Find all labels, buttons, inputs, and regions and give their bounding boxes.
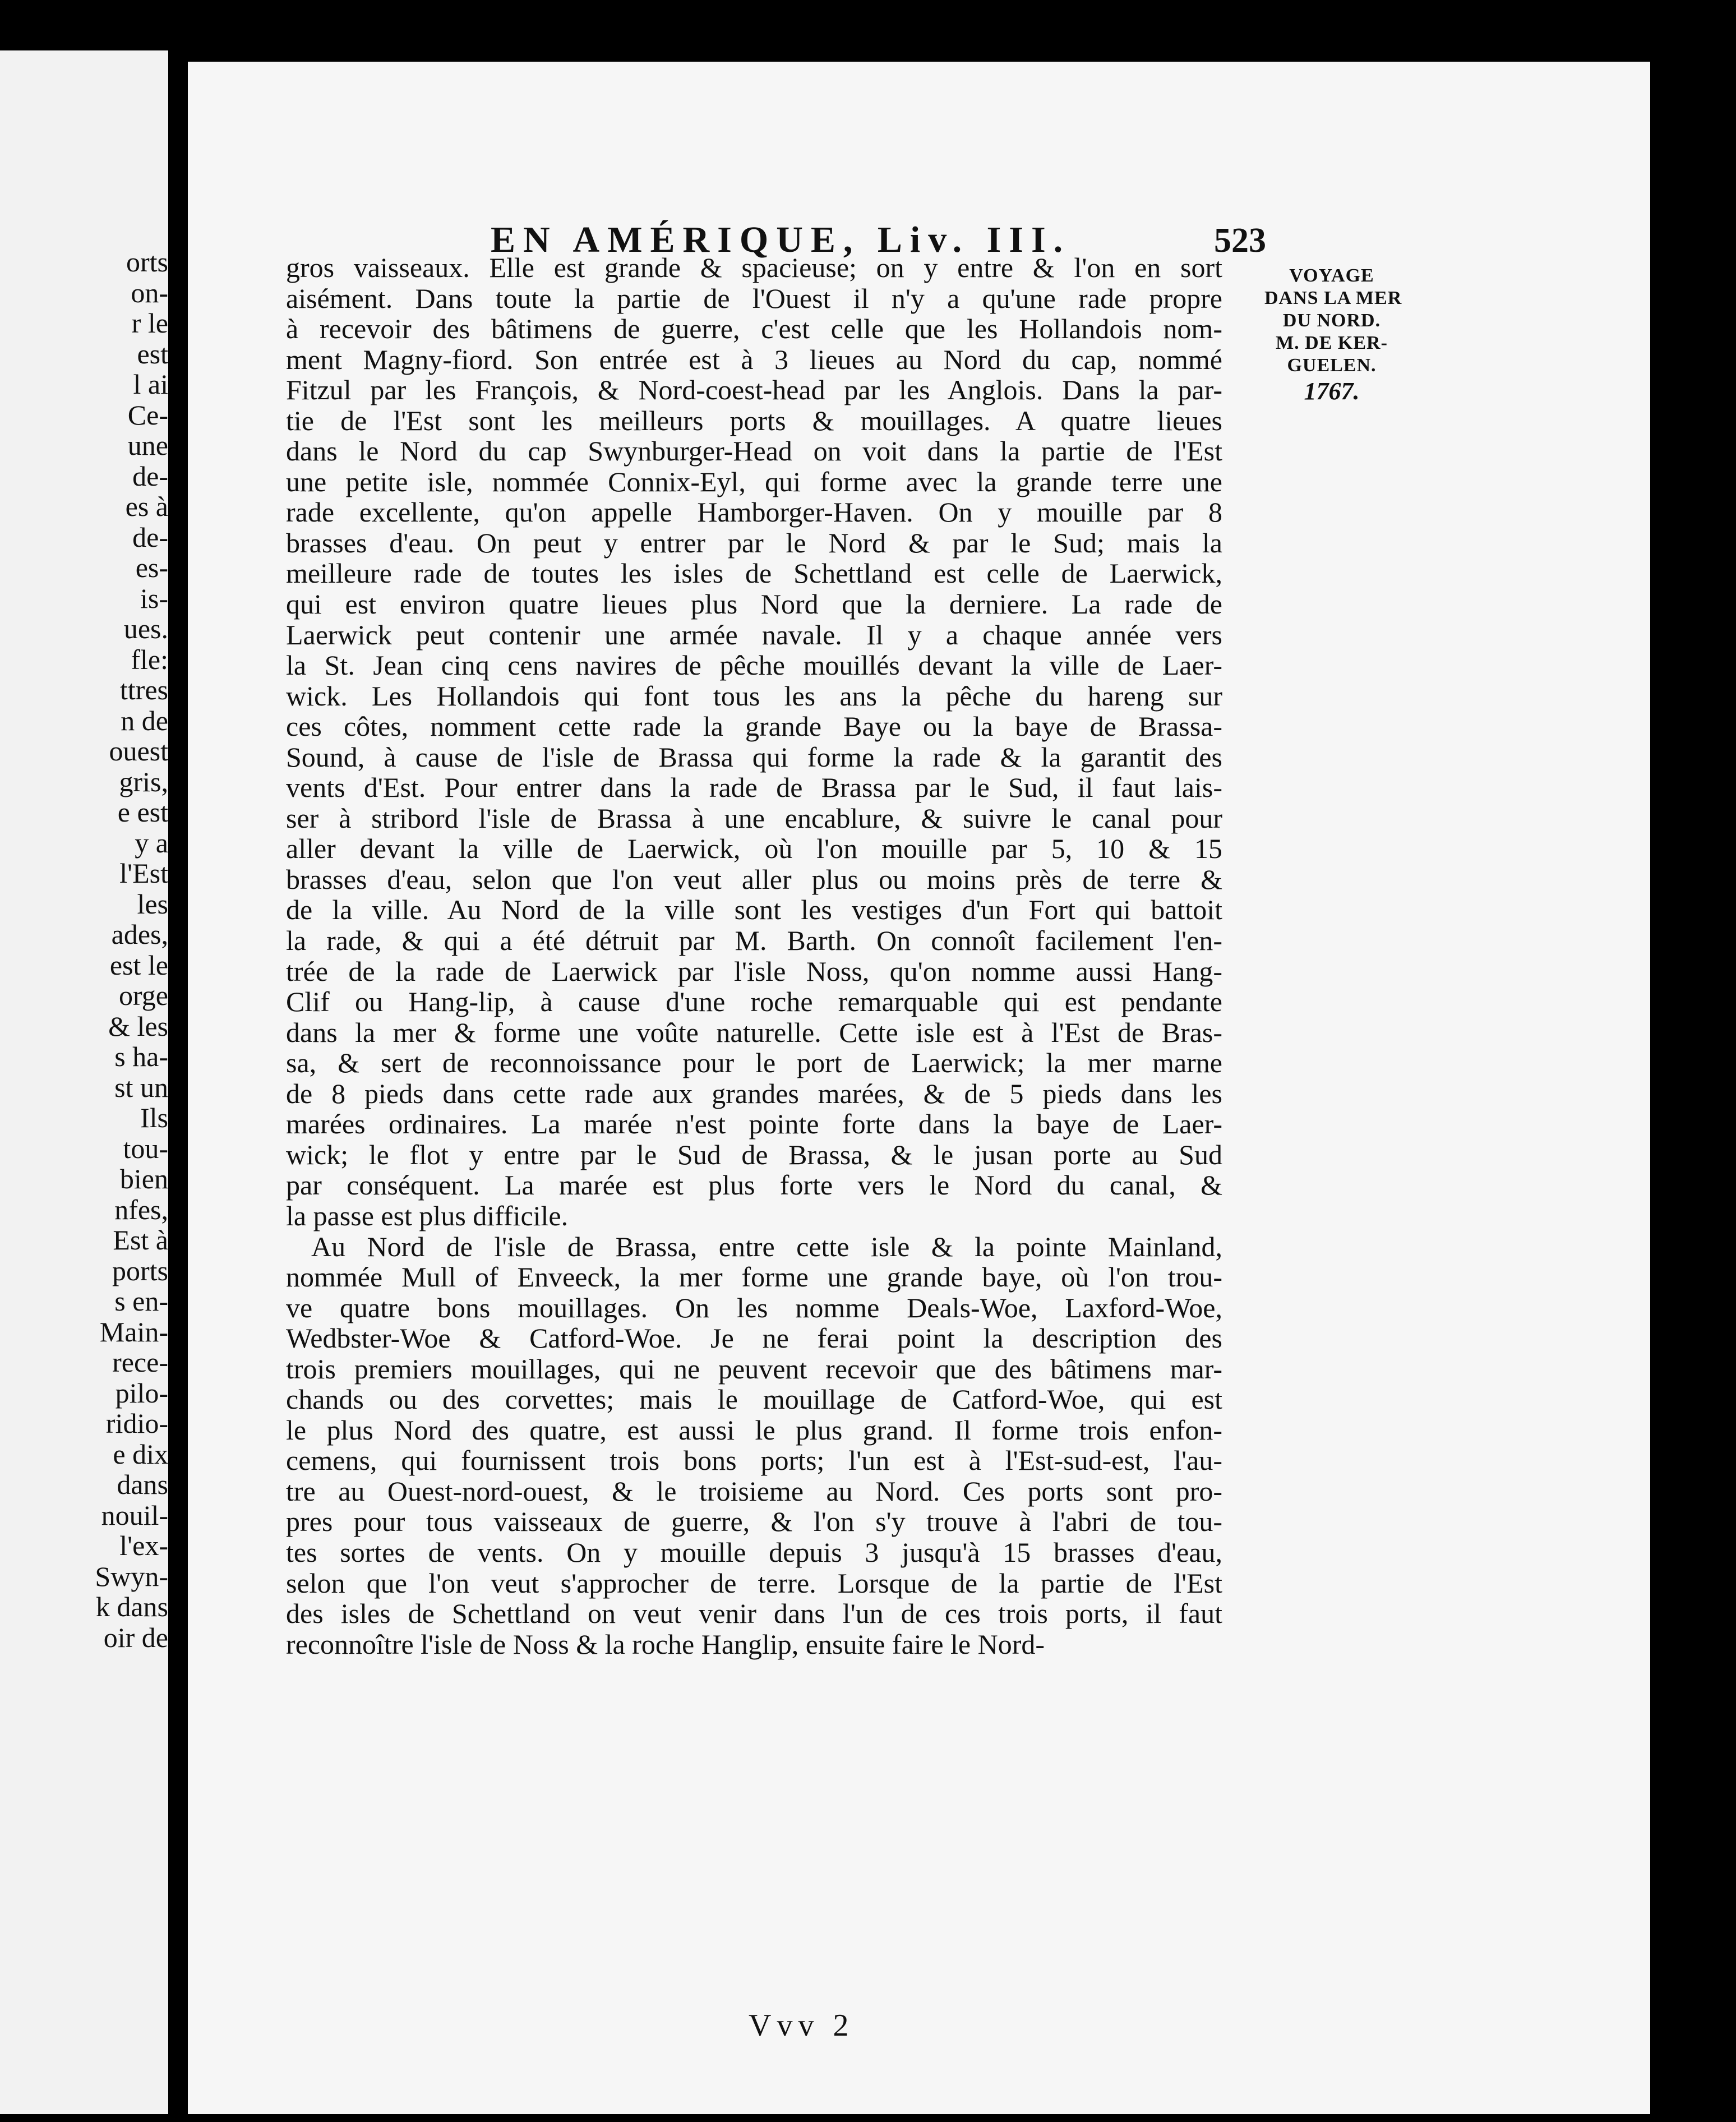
text-line: Laerwick peut contenir une armée navale. Il y a chaque année vers (286, 619, 1222, 651)
text-line: de la ville. Au Nord de la ville sont les vestiges d'un Fort qui battoit (286, 894, 1222, 926)
text-line: la St. Jean cinq cens navires de pêche mouillés devant la ville de Laer- (286, 649, 1222, 681)
text-line: Clif ou Hang-lip, à cause d'une roche remarquable qui est pendante (286, 986, 1222, 1018)
previous-page-line: est le (109, 949, 168, 981)
previous-page-line: gris, (119, 765, 168, 797)
text-line: marées ordinaires. La marée n'est pointe forte dans la baye de Laer- (286, 1108, 1222, 1140)
previous-page-line: ports (112, 1254, 168, 1286)
previous-page-line: les (137, 888, 168, 920)
text-line: tre au Ouest-nord-ouest, & le troisieme au Nord. Ces ports sont pro- (286, 1475, 1222, 1507)
previous-page-line: nouil- (101, 1499, 168, 1531)
text-line: aisément. Dans toute la partie de l'Ouest il n'y a qu'une rade propre (286, 282, 1222, 314)
text-line: sa, & sert de reconnoissance pour le port de Laerwick; la mer marne (286, 1047, 1222, 1079)
previous-page-line: e est (117, 796, 168, 828)
text-line: Wedbster-Woe & Catford-Woe. Je ne ferai point la description des (286, 1322, 1222, 1354)
previous-page-line: Swyn- (95, 1560, 168, 1592)
margin-note-line: M. DE KER- (1276, 333, 1388, 353)
previous-page-line: dans (117, 1469, 168, 1500)
text-line: tie de l'Est sont les meilleurs ports & mouillages. A quatre lieues (286, 404, 1222, 436)
margin-note-line: VOYAGE (1289, 265, 1374, 286)
previous-page-line: st un (114, 1071, 168, 1103)
book-page (188, 62, 1657, 2114)
previous-page-line: bien (119, 1163, 168, 1194)
previous-page-line: s ha- (114, 1041, 168, 1072)
previous-page-line: l'Est (119, 857, 168, 889)
previous-page-line: n de (121, 704, 168, 736)
previous-page-line: orts (126, 246, 168, 278)
text-line: tes sortes de vents. On y mouille depuis 3 jusqu'à 15 brasses d'eau, (286, 1536, 1222, 1568)
text-line: la rade, & qui a été détruit par M. Barth. On connoît facilement l'en- (286, 925, 1222, 957)
text-line: des isles de Schettland on veut venir dans l'un de ces trois ports, il faut (286, 1598, 1222, 1630)
previous-page-line: est (137, 338, 168, 370)
text-line: trois premiers mouillages, qui ne peuvent recevoir que des bâtimens mar- (286, 1353, 1222, 1385)
text-line: brasses d'eau. On peut y entrer par le Nord & par le Sud; mais la (286, 527, 1222, 559)
previous-page-line: Ils (140, 1102, 168, 1133)
text-line: Fitzul par les François, & Nord-coest-head par les Anglois. Dans la par- (286, 374, 1222, 406)
previous-page-line: une (127, 430, 168, 461)
previous-page-line: l ai (133, 368, 168, 400)
previous-page-line: orge (119, 980, 168, 1011)
page-edge-shadow (1650, 62, 1657, 2114)
text-line: rade excellente, qu'on appelle Hamborger-Haven. On y mouille par 8 (286, 496, 1222, 528)
previous-page-line: es à (125, 491, 168, 522)
book-gutter (168, 0, 185, 2122)
previous-page-line: ouest (109, 735, 168, 767)
margin-note-line: GUELEN. (1287, 355, 1377, 376)
text-line: chands ou des corvettes; mais le mouillage de Catford-Woe, qui est (286, 1383, 1222, 1415)
previous-page-line: Ce- (127, 399, 168, 431)
previous-page-line: de- (132, 460, 168, 492)
previous-page-line: l'ex- (119, 1530, 168, 1561)
text-line: Sound, à cause de l'isle de Brassa qui forme la rade & la garantit des (286, 741, 1222, 773)
text-line: gros vaisseaux. Elle est grande & spacieuse; on y entre & l'on en sort (286, 252, 1222, 283)
text-line: de 8 pieds dans cette rade aux grandes marées, & de 5 pieds dans les (286, 1077, 1222, 1109)
text-line: pres pour tous vaisseaux de guerre, & l'on s'y trouve à l'abri de tou- (286, 1506, 1222, 1538)
text-line: dans la mer & forme une voûte naturelle. Cette isle est à l'Est de Bras- (286, 1016, 1222, 1048)
margin-note-line: DANS LA MER (1264, 288, 1402, 308)
previous-page-line: ades, (111, 919, 168, 950)
previous-page-line: & les (108, 1010, 168, 1042)
margin-note (1264, 265, 1402, 406)
page-number: 523 (1214, 222, 1266, 260)
margin-note-line: DU NORD. (1282, 310, 1381, 331)
previous-page-line: is- (140, 582, 168, 614)
text-line: brasses d'eau, selon que l'on veut aller plus ou moins près de terre & (286, 863, 1222, 895)
previous-page-line: e dix (113, 1438, 168, 1470)
previous-page-line: es- (135, 552, 168, 583)
previous-page-line: fle: (131, 643, 168, 675)
text-line: une petite isle, nommée Connix-Eyl, qui forme avec la grande terre une (286, 465, 1222, 497)
previous-page-line: nfes, (114, 1193, 168, 1225)
text-line: vents d'Est. Pour entrer dans la rade de Brassa par le Sud, il faut lais- (286, 772, 1222, 804)
text-line: dans le Nord du cap Swynburger-Head on voit dans la partie de l'Est (286, 435, 1222, 467)
text-line: la passe est plus difficile. (286, 1200, 569, 1231)
text-line: ve quatre bons mouillages. On les nomme Deals-Woe, Laxford-Woe, (286, 1291, 1222, 1323)
text-line: qui est environ quatre lieues plus Nord que la derniere. La rade de (286, 588, 1222, 620)
previous-page-line: ues. (123, 613, 168, 644)
text-line: reconnoître l'isle de Noss & la roche Hanglip, ensuite faire le Nord- (286, 1628, 1045, 1660)
previous-page-line: k dans (95, 1591, 168, 1622)
signature-mark: Vvv 2 (749, 2008, 855, 2043)
margin-note-year: 1767. (1304, 377, 1360, 405)
text-line: Au Nord de l'isle de Brassa, entre cette isle & la pointe Mainland, (311, 1230, 1222, 1262)
previous-page-line: y a (135, 827, 168, 859)
text-line: ment Magny-fiord. Son entrée est à 3 lieues au Nord du cap, nommé (286, 343, 1222, 375)
previous-page-line: oir de (103, 1621, 168, 1653)
previous-page-line: r le (131, 307, 168, 339)
text-line: meilleure rade de toutes les isles de Schettland est celle de Laerwick, (286, 557, 1222, 589)
previous-page-line: ttres (119, 674, 168, 705)
text-line: wick; le flot y entre par le Sud de Brassa, & le jusan porte au Sud (286, 1138, 1222, 1170)
previous-page-text (0, 247, 168, 1653)
previous-page (0, 50, 168, 2114)
text-line: wick. Les Hollandois qui font tous les ans la pêche du hareng sur (286, 680, 1222, 712)
previous-page-line: rece- (112, 1346, 168, 1378)
text-line: par conséquent. La marée est plus forte vers le Nord du canal, & (286, 1169, 1222, 1201)
previous-page-line: s en- (114, 1285, 168, 1317)
text-line: cemens, qui fournissent trois bons ports; l'un est à l'Est-sud-est, l'au- (286, 1445, 1222, 1477)
previous-page-line: Est à (113, 1224, 168, 1256)
previous-page-line: de- (132, 521, 168, 553)
text-line: aller devant la ville de Laerwick, où l'on mouille par 5, 10 & 15 (286, 833, 1222, 865)
text-line: à recevoir des bâtimens de guerre, c'est celle que les Hollandois nom- (286, 313, 1222, 345)
previous-page-line: ridio- (105, 1408, 168, 1439)
text-line: nommée Mull of Enveeck, la mer forme une grande baye, où l'on trou- (286, 1261, 1222, 1293)
previous-page-line: pilo- (115, 1377, 168, 1409)
previous-page-line: Main- (99, 1316, 168, 1348)
text-line: selon que l'on veut s'approcher de terre. Lorsque de la partie de l'Est (286, 1567, 1222, 1599)
text-line: ces côtes, nomment cette rade la grande Baye ou la baye de Brassa- (286, 711, 1222, 742)
previous-page-line: tou- (123, 1132, 168, 1164)
previous-page-line: on- (131, 276, 168, 308)
text-line: ser à stribord l'isle de Brassa à une encablure, & suivre le canal pour (286, 802, 1222, 834)
running-head: EN AMÉRIQUE, Liv. III. (491, 219, 1071, 260)
body-text (286, 252, 1222, 1659)
text-line: le plus Nord des quatre, est aussi le plus grand. Il forme trois enfon- (286, 1414, 1222, 1446)
text-line: trée de la rade de Laerwick par l'isle Noss, qu'on nomme aussi Hang- (286, 955, 1222, 987)
